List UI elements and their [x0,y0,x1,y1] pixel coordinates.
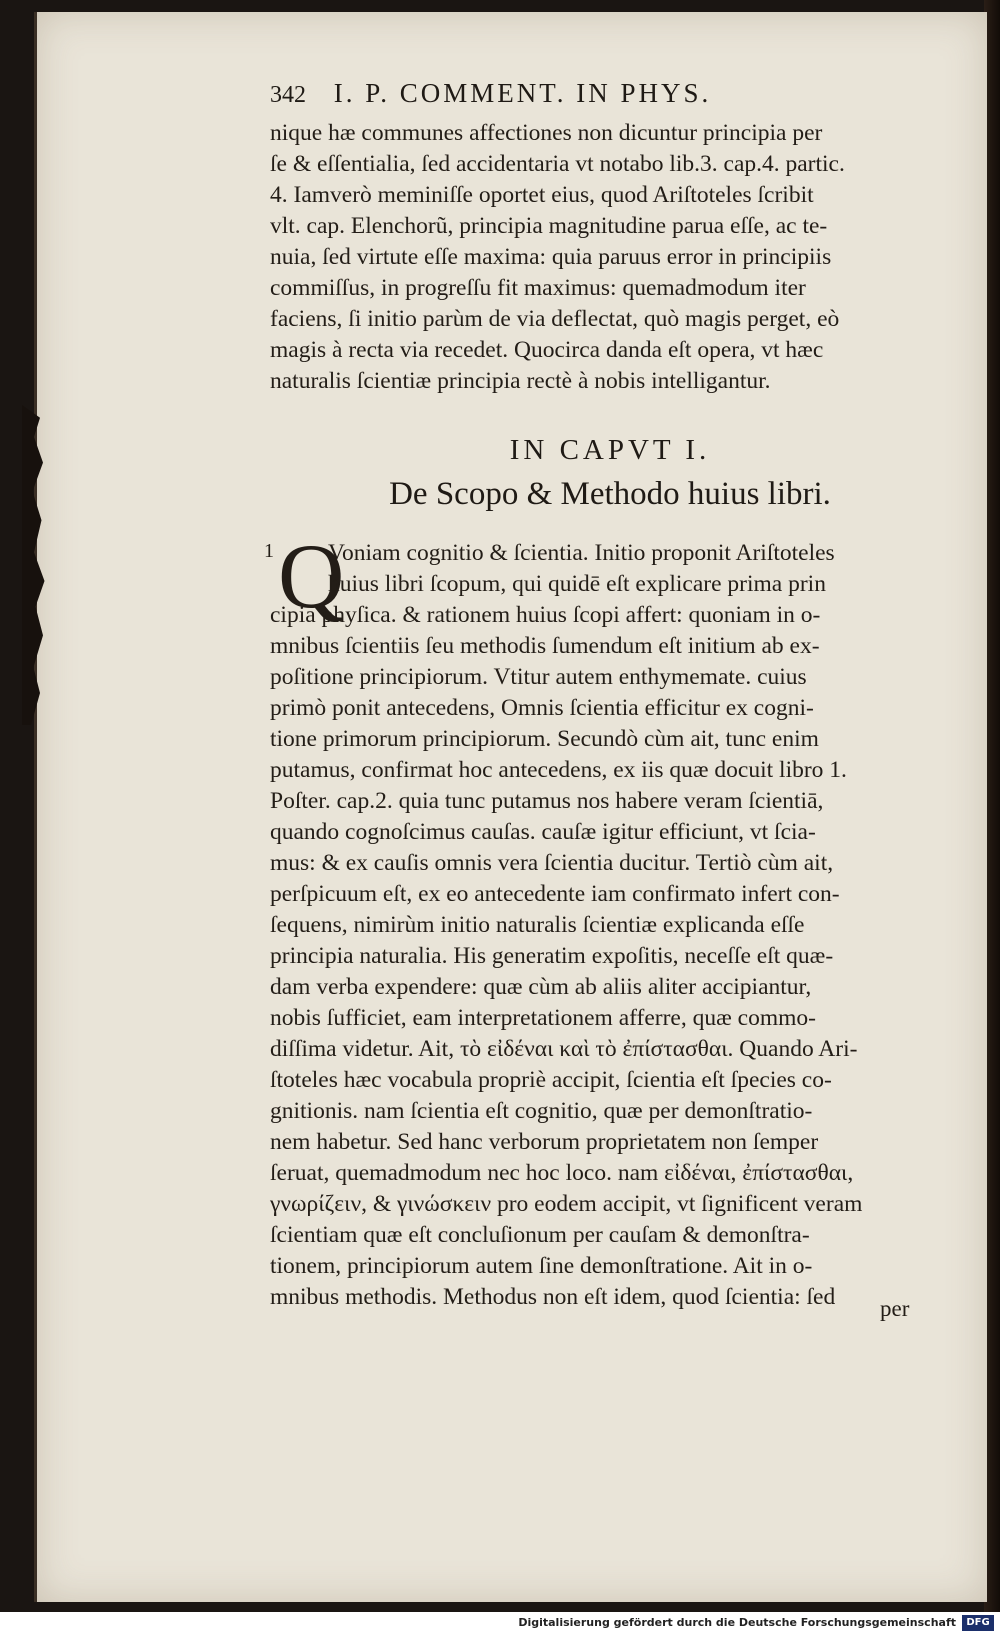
funding-credit: Digitalisierung gefördert durch die Deutsche Forschungsgemeinschaft [518,1616,956,1629]
text-line: poſitione principiorum. Vtitur autem enthymemate. cuius [270,664,807,690]
dfg-logo: DFG [962,1615,994,1631]
text-line: quando cognoſcimus cauſas. cauſæ igitur efficiunt, vt ſcia- [270,819,816,845]
text-line: commiſſus, in progreſſu fit maximus: quemadmodum iter [270,275,806,301]
text-line: Poſter. cap.2. quia tunc putamus nos habere veram ſcientiā, [270,788,824,814]
text-line: ſcientiam quæ eſt concluſionum per cauſam & demonſtra- [270,1222,810,1248]
text-line: mus: & ex cauſis omnis vera ſcientia ducitur. Tertiò cùm ait, [270,850,834,876]
text-line: nobis ſufficiet, eam interpretationem afferre, quæ commo- [270,1005,816,1031]
text-line: Voniam cognitio & ſcientia. Initio proponit Ariſtoteles [328,540,835,566]
running-title: I. P. COMMENT. IN PHYS. [333,78,712,108]
commentary-paragraph [270,538,950,1313]
text-line: diſſima videtur. Ait, τὸ εἰδέναι καὶ τὸ ἐπίστασθαι. Quando Ari- [270,1036,858,1062]
intro-paragraph [270,118,950,397]
text-line: γνωρίζειν, & γινώσκειν pro eodem accipit, vt ſignificent veram [270,1191,863,1217]
margin-number: 1 [264,540,274,562]
text-line: ſe & eſſentialia, ſed accidentaria vt notabo lib.3. cap.4. partic. [270,151,845,177]
text-line: perſpicuum eſt, ex eo antecedente iam confirmato infert con- [270,881,840,907]
text-line: cipia phyſica. & rationem huius ſcopi affert: quoniam in o- [270,602,821,628]
text-line: naturalis ſcientiæ principia rectè à nobis intelligantur. [270,368,771,394]
text-line: ſequens, nimirùm initio naturalis ſcientiæ explicanda eſſe [270,912,805,938]
page-number: 342 [270,82,306,108]
text-line: dam verba expendere: quæ cùm ab aliis aliter accipiantur, [270,974,812,1000]
text-line: huius libri ſcopum, qui quidē eſt explicare prima prin [328,571,826,597]
text-line: tione primorum principiorum. Secundò cùm ait, tunc enim [270,726,819,752]
text-line: gnitionis. nam ſcientia eſt cognitio, quæ per demonſtratio- [270,1098,813,1124]
text-line: magis à recta via recedet. Quocirca danda eſt opera, vt hæc [270,337,824,363]
chapter-subtitle: De Scopo & Methodo huius libri. [389,476,831,512]
running-header [270,78,870,109]
text-line: mnibus methodis. Methodus non eſt idem, quod ſcientia: ſed [270,1284,836,1310]
text-line: putamus, confirmat hoc antecedens, ex iis quæ docuit libro 1. [270,757,847,783]
drop-cap: Q [278,525,345,627]
text-line: principia naturalia. His generatim expoſitis, neceſſe eſt quæ- [270,943,834,969]
footer-bar [0,1612,1000,1638]
text-line: 4. Iamverò meminiſſe oportet eius, quod Ariſtoteles ſcribit [270,182,814,208]
text-line: nem habetur. Sed hanc verborum proprietatem non ſemper [270,1129,819,1155]
text-line: faciens, ſi initio parùm de via deflectat, quò magis perget, eò [270,306,840,332]
text-line: vlt. cap. Elenchorũ, principia magnitudine parua eſſe, ac te- [270,213,828,239]
text-line: ſtoteles hæc vocabula propriè accipit, ſcientia eſt ſpecies co- [270,1067,832,1093]
text-line: mnibus ſcientiis ſeu methodis ſumendum eſt initium ab ex- [270,633,820,659]
text-line: tionem, principiorum autem ſine demonſtratione. Ait in o- [270,1253,813,1279]
catchword: per [880,1296,910,1321]
text-line: ſeruat, quemadmodum nec hoc loco. nam εἰδέναι, ἐπίστασθαι, [270,1160,854,1186]
text-line: primò ponit antecedens, Omnis ſcientia efficitur ex cogni- [270,695,814,721]
text-line: nuia, ſed virtute eſſe maxima: quia paruus error in principiis [270,244,832,270]
chapter-title: IN CAPVT I. [509,434,711,466]
text-line: nique hæ communes affectiones non dicuntur principia per [270,120,823,146]
